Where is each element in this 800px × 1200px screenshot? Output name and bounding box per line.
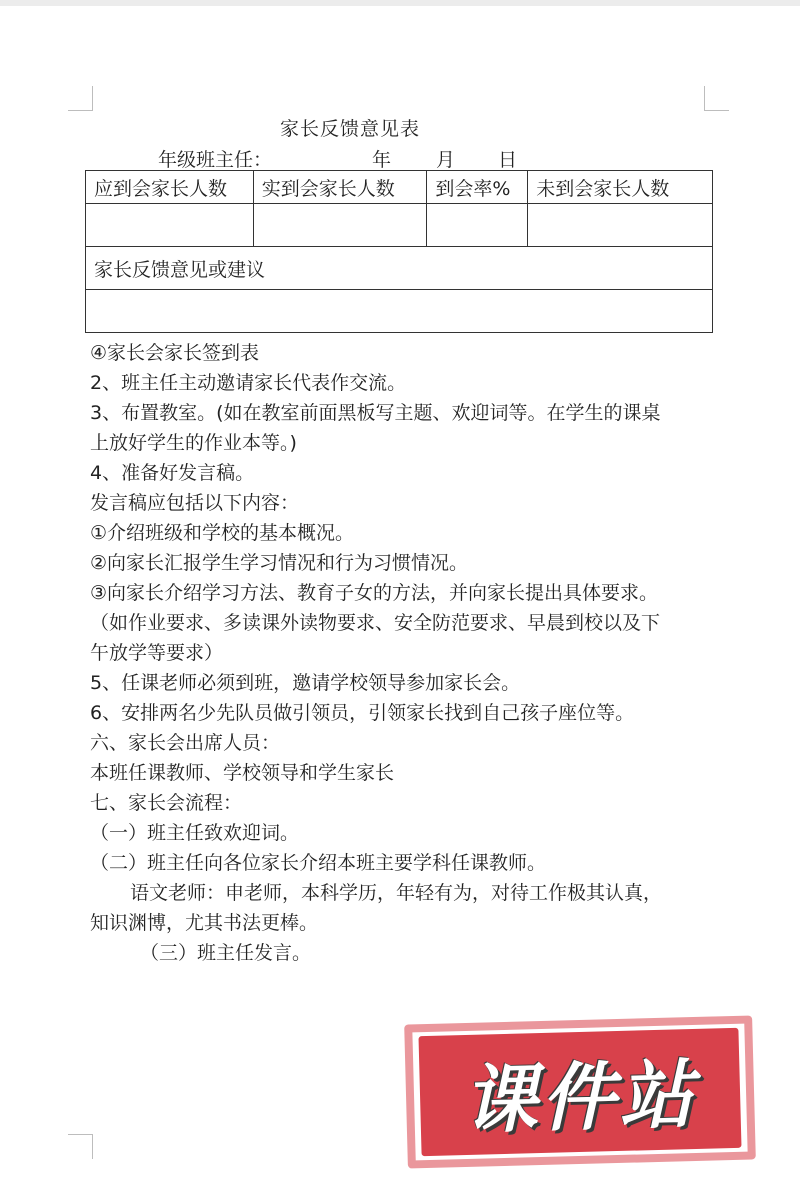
body-line: ④家长会家长签到表	[90, 342, 260, 364]
body-line: 4、准备好发言稿。	[90, 462, 255, 484]
table-feedback-label-row	[86, 247, 713, 290]
cell-attended-parents	[253, 204, 427, 247]
teacher-label: 年级班主任：	[158, 149, 273, 171]
body-line: 本班任课教师、学校领导和学生家长	[90, 762, 395, 784]
chinese-teacher-line: 语文老师：申老师，本科学历，年轻有为，对待工作极其认真，	[130, 882, 663, 904]
document-title: 家长反馈意见表	[279, 118, 420, 140]
month-label: 月	[436, 149, 456, 171]
body-line: 2、班主任主动邀请家长代表作交流。	[90, 372, 407, 394]
table-header-row	[86, 171, 713, 204]
body-line: 上放好学生的作业本等。)	[90, 432, 297, 454]
watermark-stamp	[404, 1015, 756, 1168]
day-label: 日	[498, 149, 518, 171]
body-line: （如作业要求、多读课外读物要求、安全防范要求、早晨到校以及下	[90, 612, 661, 634]
header-expected-parents: 应到会家长人数	[86, 171, 254, 204]
feedback-content-cell	[86, 290, 713, 333]
feedback-label: 家长反馈意见或建议	[86, 247, 713, 290]
header-absent-parents: 未到会家长人数	[528, 171, 713, 204]
cell-absent-parents	[528, 204, 713, 247]
header-attended-parents: 实到会家长人数	[253, 171, 427, 204]
header-attendance-rate: 到会率%	[427, 171, 528, 204]
document-body	[90, 338, 720, 968]
body-line: 午放学等要求）	[90, 642, 224, 664]
body-line: 七、家长会流程：	[90, 792, 243, 814]
chinese-teacher-line: 知识渊博，尤其书法更棒。	[90, 912, 319, 934]
cell-expected-parents	[86, 204, 254, 247]
year-label: 年	[372, 149, 392, 171]
body-line: ①介绍班级和学校的基本概况。	[90, 522, 355, 544]
body-line: 6、安排两名少先队员做引领员，引领家长找到自己孩子座位等。	[90, 702, 635, 724]
body-line: 六、家长会出席人员：	[90, 732, 281, 754]
section-three-line: （三）班主任发言。	[140, 942, 312, 964]
cell-attendance-rate	[427, 204, 528, 247]
body-line: （一）班主任致欢迎词。	[90, 822, 300, 844]
crop-mark-bottom-left	[68, 1134, 93, 1159]
stamp-background	[418, 1028, 741, 1156]
watermark-text: 课件站	[462, 1051, 699, 1145]
body-line: （二）班主任向各位家长介绍本班主要学科任课教师。	[90, 852, 547, 874]
feedback-table	[85, 170, 713, 333]
body-line: ②向家长汇报学生学习情况和行为习惯情况。	[90, 552, 469, 574]
body-line: 发言稿应包括以下内容：	[90, 492, 300, 514]
table-data-row	[86, 204, 713, 247]
viewer-top-bar	[0, 0, 800, 6]
crop-mark-top-right	[704, 86, 729, 111]
table-feedback-content-row	[86, 290, 713, 333]
body-line: 3、布置教室。(如在教室前面黑板写主题、欢迎词等。在学生的课桌	[90, 402, 661, 424]
crop-mark-top-left	[68, 86, 93, 111]
body-line: ③向家长介绍学习方法、教育子女的方法，并向家长提出具体要求。	[90, 582, 659, 604]
body-line: 5、任课老师必须到班，邀请学校领导参加家长会。	[90, 672, 521, 694]
